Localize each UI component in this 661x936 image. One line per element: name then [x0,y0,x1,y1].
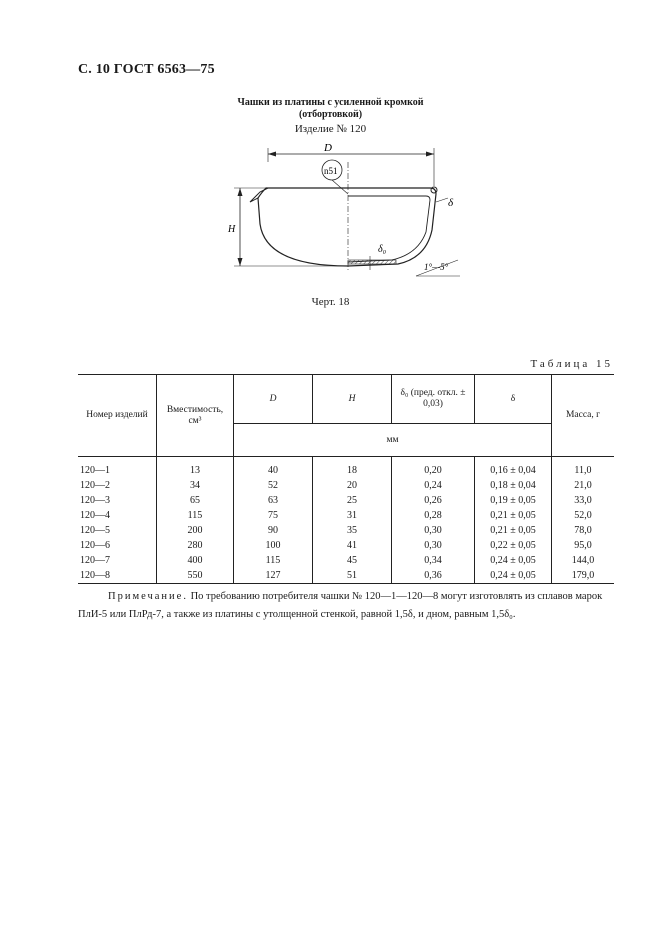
table-cell: 120—3 [78,493,157,508]
table-cell: 31 [313,508,392,523]
table-cell: 0,28 [392,508,475,523]
table-cell: 0,16 ± 0,04 [475,457,552,479]
note-lead: Примечание. [108,591,188,602]
table-label: Таблица 15 [530,358,613,370]
table-cell: 13 [157,457,234,479]
table-row [78,523,614,538]
table-cell: 21,0 [552,478,615,493]
table-cell: 11,0 [552,457,615,479]
header-delta: δ [475,375,552,424]
table-row [78,538,614,553]
spec-table [78,374,614,584]
table-row [78,508,614,523]
table-cell: 25 [313,493,392,508]
page-header: С. 10 ГОСТ 6563—75 [78,62,215,77]
arrow-left [268,152,276,157]
label-angle: 1°—5° [424,262,449,272]
bottom-section [348,260,396,264]
note-text: По требованию потребителя чашки № 120—1—120—8 могут изготовлять из сплавов марок ПлИ-5 или ПлРд-7, а также из платины с утолщенной стенкой, равной 1,5δ, и дном, равным 1,5δ₀. [78,591,603,620]
table-cell: 120—4 [78,508,157,523]
table-cell: 280 [157,538,234,553]
cup-outer-wall [258,188,436,266]
table-cell: 52 [234,478,313,493]
table-cell: 0,21 ± 0,05 [475,508,552,523]
header-mass: Масса, г [552,375,615,457]
title-line-2: (отбортовкой) [298,109,363,120]
product-subtitle: Изделие № 120 [294,123,367,135]
arrow-right [426,152,434,157]
header-number: Номер изделий [78,375,157,457]
table-cell: 78,0 [552,523,615,538]
table-cell: 35 [313,523,392,538]
header-d: D [234,375,313,424]
cup-inner-wall [348,196,430,262]
table-cell: 0,26 [392,493,475,508]
table-cell: 33,0 [552,493,615,508]
table-cell: 0,20 [392,457,475,479]
table-cell: 0,22 ± 0,05 [475,538,552,553]
crucible-drawing [220,140,480,290]
table-cell: 0,30 [392,523,475,538]
document-title [0,97,661,121]
table-cell: 120—7 [78,553,157,568]
table-cell: 0,36 [392,568,475,584]
table-cell: 34 [157,478,234,493]
table-cell: 63 [234,493,313,508]
table-cell: 0,19 ± 0,05 [475,493,552,508]
table-cell: 120—5 [78,523,157,538]
table-row [78,478,614,493]
table-cell: 120—6 [78,538,157,553]
note-paragraph [78,588,614,624]
table-cell: 550 [157,568,234,584]
label-h: H [228,224,236,235]
table-cell: 0,34 [392,553,475,568]
table-cell: 144,0 [552,553,615,568]
table-cell: 52,0 [552,508,615,523]
label-radius: n51 [324,166,338,176]
table-cell: 120—8 [78,568,157,584]
header-delta0: δ₀ (пред. откл. ± 0,03) [392,375,475,424]
table-cell: 41 [313,538,392,553]
table-row [78,568,614,584]
table-cell: 179,0 [552,568,615,584]
table-cell: 18 [313,457,392,479]
spout [250,188,268,202]
table-body [78,457,614,584]
label-delta0: δ₀ [378,244,387,255]
table-cell: 127 [234,568,313,584]
table-cell: 65 [157,493,234,508]
table-cell: 0,18 ± 0,04 [475,478,552,493]
table-row [78,457,614,479]
table-row [78,553,614,568]
table-cell: 90 [234,523,313,538]
table-cell: 75 [234,508,313,523]
table-cell: 120—2 [78,478,157,493]
header-capacity: Вместимость, см³ [157,375,234,457]
rim-bead [431,187,437,193]
table-cell: 0,24 [392,478,475,493]
table-cell: 115 [234,553,313,568]
figure-caption: Черт. 18 [311,296,350,308]
header-h: H [313,375,392,424]
title-line-1: Чашки из платины с усиленной кромкой [237,97,424,108]
label-delta: δ [448,197,454,209]
table-cell: 40 [234,457,313,479]
table-cell: 95,0 [552,538,615,553]
table-cell: 0,21 ± 0,05 [475,523,552,538]
table-cell: 115 [157,508,234,523]
table-row [78,493,614,508]
header-units: мм [234,424,552,457]
table-cell: 200 [157,523,234,538]
table-cell: 400 [157,553,234,568]
table-cell: 120—1 [78,457,157,479]
table-cell: 0,24 ± 0,05 [475,568,552,584]
table-cell: 20 [313,478,392,493]
table-cell: 0,24 ± 0,05 [475,553,552,568]
table-cell: 51 [313,568,392,584]
table-cell: 0,30 [392,538,475,553]
label-d: D [324,142,332,154]
table-cell: 100 [234,538,313,553]
table-cell: 45 [313,553,392,568]
